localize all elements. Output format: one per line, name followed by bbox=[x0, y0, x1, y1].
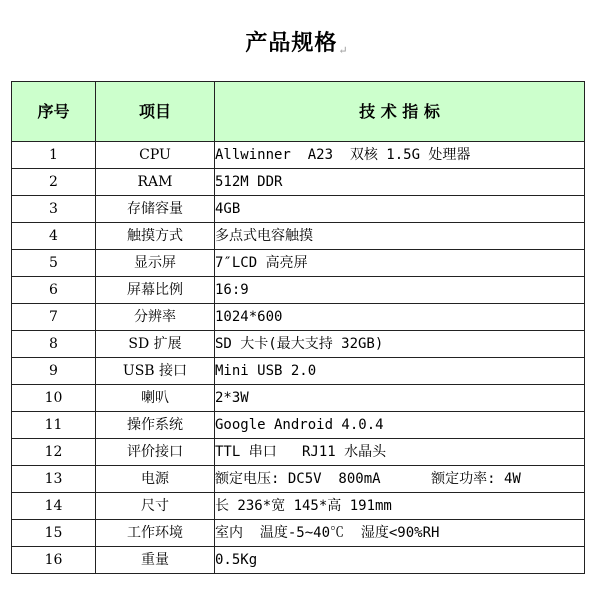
row-value: 0.5Kg bbox=[215, 547, 585, 574]
row-item: RAM bbox=[96, 169, 215, 196]
row-item: 屏幕比例 bbox=[96, 277, 215, 304]
row-item: 显示屏 bbox=[96, 250, 215, 277]
table-row bbox=[12, 493, 585, 520]
row-number: 7 bbox=[12, 304, 96, 331]
row-item: CPU bbox=[96, 142, 215, 169]
row-item: SD 扩展 bbox=[96, 331, 215, 358]
row-item: 重量 bbox=[96, 547, 215, 574]
row-item: 触摸方式 bbox=[96, 223, 215, 250]
row-item: 评价接口 bbox=[96, 439, 215, 466]
row-number: 15 bbox=[12, 520, 96, 547]
row-value: 1024*600 bbox=[215, 304, 585, 331]
row-value: SD 大卡(最大支持 32GB) bbox=[215, 331, 585, 358]
header-spec: 技 术 指 标 bbox=[215, 82, 585, 142]
table-row bbox=[12, 142, 585, 169]
row-value: TTL 串口 RJ11 水晶头 bbox=[215, 439, 585, 466]
row-number: 9 bbox=[12, 358, 96, 385]
table-row bbox=[12, 385, 585, 412]
row-item: 喇叭 bbox=[96, 385, 215, 412]
table-row bbox=[12, 304, 585, 331]
page-title-text: 产品规格 bbox=[245, 30, 338, 56]
table-row bbox=[12, 439, 585, 466]
table-row bbox=[12, 358, 585, 385]
row-item: 分辨率 bbox=[96, 304, 215, 331]
table-row bbox=[12, 412, 585, 439]
row-value: 多点式电容触摸 bbox=[215, 223, 585, 250]
row-number: 11 bbox=[12, 412, 96, 439]
table-row bbox=[12, 196, 585, 223]
row-value: Allwinner A23 双核 1.5G 处理器 bbox=[215, 142, 585, 169]
table-row bbox=[12, 223, 585, 250]
row-number: 8 bbox=[12, 331, 96, 358]
row-number: 6 bbox=[12, 277, 96, 304]
row-value: 室内 温度-5~40℃ 湿度<90%RH bbox=[215, 520, 585, 547]
table-row bbox=[12, 331, 585, 358]
header-no: 序号 bbox=[12, 82, 96, 142]
table-row bbox=[12, 466, 585, 493]
spec-table-body bbox=[12, 142, 585, 574]
row-number: 13 bbox=[12, 466, 96, 493]
row-item: 电源 bbox=[96, 466, 215, 493]
row-number: 1 bbox=[12, 142, 96, 169]
table-header-row bbox=[12, 82, 585, 142]
paragraph-mark-icon: ↵ bbox=[338, 44, 349, 57]
row-item: USB 接口 bbox=[96, 358, 215, 385]
header-item: 项目 bbox=[96, 82, 215, 142]
row-number: 3 bbox=[12, 196, 96, 223]
row-value: Google Android 4.0.4 bbox=[215, 412, 585, 439]
row-value: 512M DDR bbox=[215, 169, 585, 196]
row-number: 10 bbox=[12, 385, 96, 412]
row-value: Mini USB 2.0 bbox=[215, 358, 585, 385]
row-value: 长 236*宽 145*高 191mm bbox=[215, 493, 585, 520]
spec-table bbox=[11, 81, 585, 574]
row-value: 7″LCD 高亮屏 bbox=[215, 250, 585, 277]
row-value: 16:9 bbox=[215, 277, 585, 304]
row-number: 12 bbox=[12, 439, 96, 466]
row-number: 14 bbox=[12, 493, 96, 520]
row-item: 尺寸 bbox=[96, 493, 215, 520]
row-number: 4 bbox=[12, 223, 96, 250]
row-item: 操作系统 bbox=[96, 412, 215, 439]
row-value: 2*3W bbox=[215, 385, 585, 412]
row-number: 2 bbox=[12, 169, 96, 196]
table-row bbox=[12, 520, 585, 547]
table-row bbox=[12, 169, 585, 196]
table-row bbox=[12, 250, 585, 277]
row-number: 5 bbox=[12, 250, 96, 277]
row-value: 4GB bbox=[215, 196, 585, 223]
table-row bbox=[12, 277, 585, 304]
row-number: 16 bbox=[12, 547, 96, 574]
row-item: 工作环境 bbox=[96, 520, 215, 547]
table-row bbox=[12, 547, 585, 574]
row-item: 存储容量 bbox=[96, 196, 215, 223]
page-title bbox=[0, 26, 594, 57]
row-value: 额定电压: DC5V 800mA 额定功率: 4W bbox=[215, 466, 585, 493]
